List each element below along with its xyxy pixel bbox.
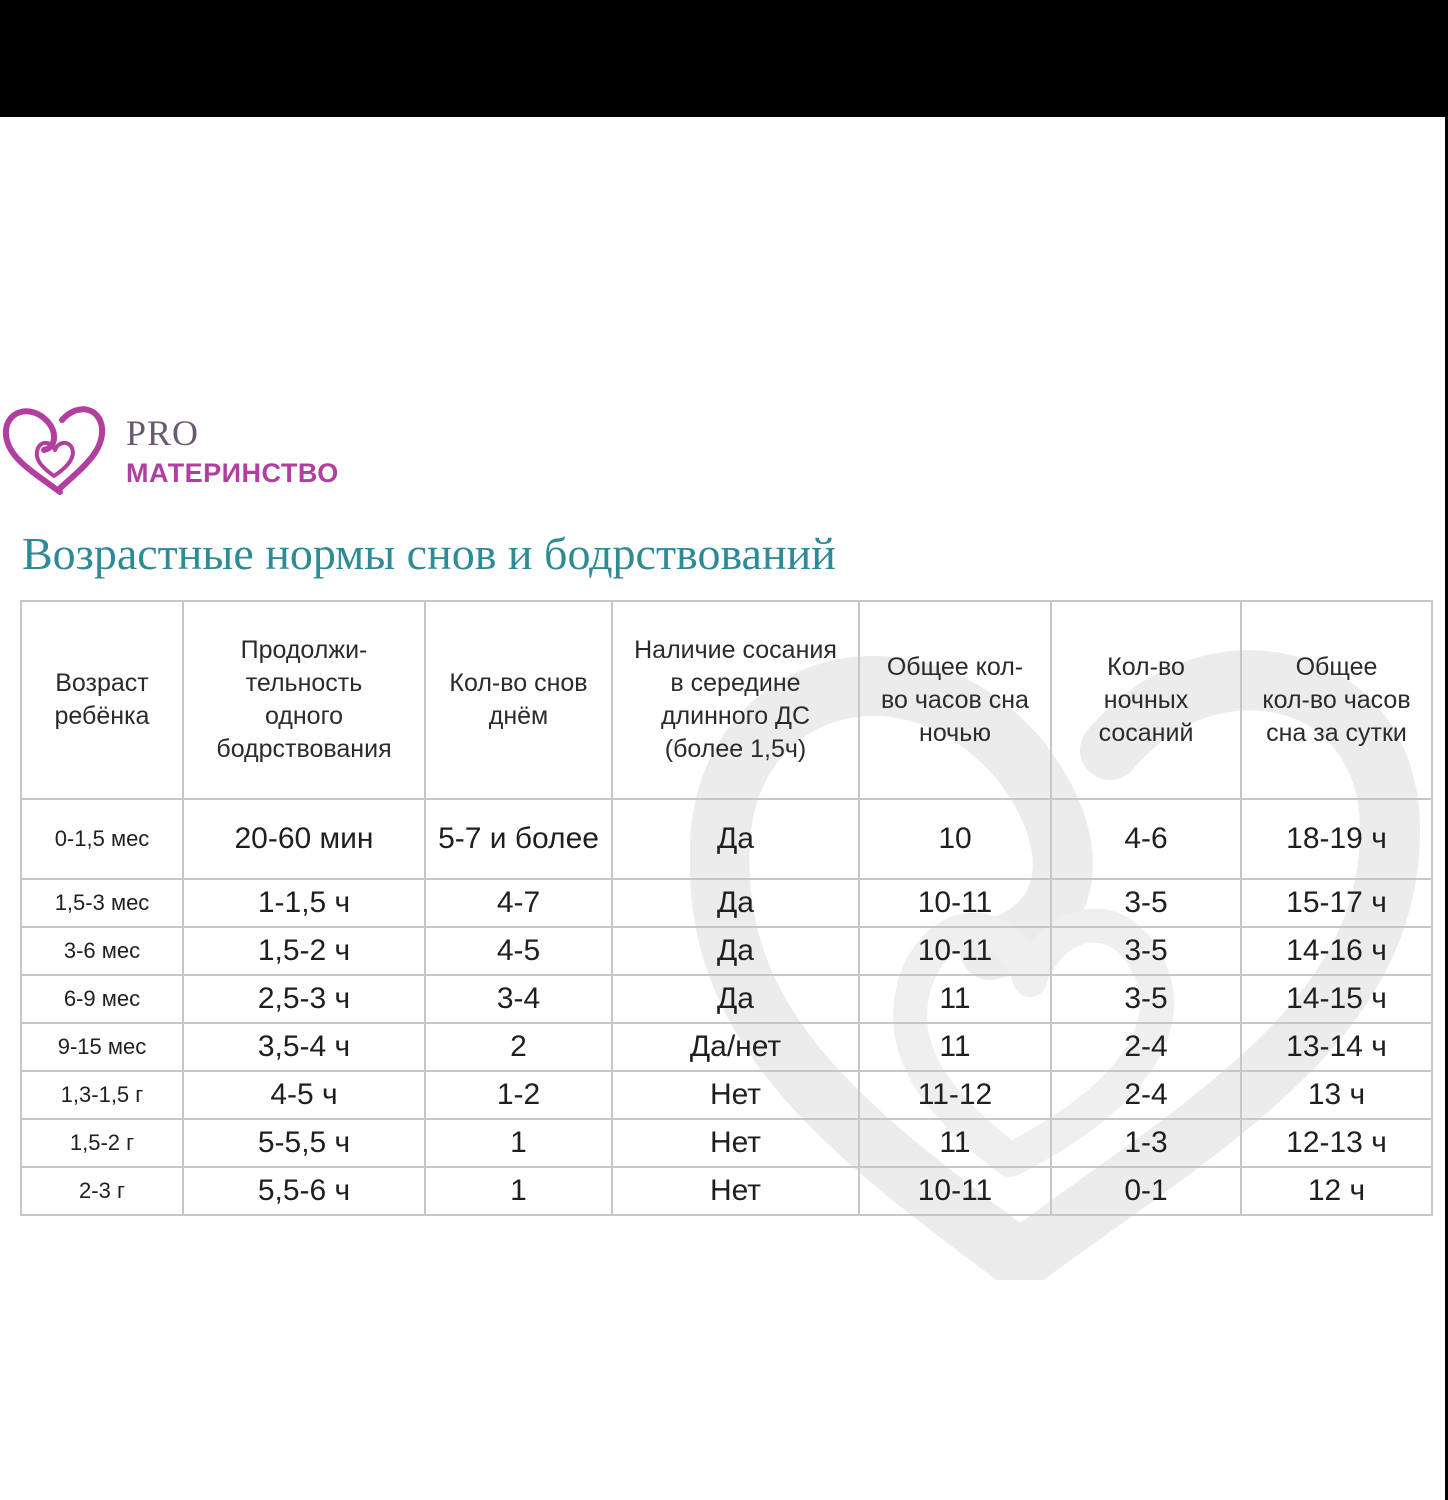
table-cell: 11: [859, 975, 1051, 1023]
table-cell: 0-1: [1051, 1167, 1241, 1215]
column-header-line: Общее кол-: [886, 652, 1024, 681]
page-title: Возрастные нормы снов и бодрствований: [22, 528, 836, 579]
column-header-line: длинного ДС: [660, 702, 811, 730]
table-cell: Нет: [612, 1071, 859, 1119]
column-header-line: сна за сутки: [1266, 718, 1407, 747]
table-cell: 4-5: [425, 927, 612, 975]
column-header-line: Продолжи-: [240, 636, 368, 664]
age-cell: 1,3-1,5 г: [21, 1071, 183, 1119]
column-header-line: во часов сна: [881, 685, 1029, 714]
table-cell: 1-2: [425, 1071, 612, 1119]
heart-logo-icon: [0, 400, 110, 496]
table-cell: Да: [612, 879, 859, 927]
table-cell: 11-12: [859, 1071, 1051, 1119]
table-cell: 4-7: [425, 879, 612, 927]
table-cell: 13-14 ч: [1241, 1023, 1432, 1071]
table-cell: 11: [859, 1119, 1051, 1167]
table-row: [21, 1023, 1432, 1071]
column-header-line: сосаний: [1098, 718, 1194, 747]
column-header-line: Кол-во снов: [449, 669, 588, 697]
table-cell: 3-5: [1051, 879, 1241, 927]
column-header-line: Кол-во: [1107, 652, 1185, 681]
brand-logo: [0, 398, 400, 498]
column-header: [425, 601, 612, 799]
column-header-line: Возраст: [55, 669, 149, 697]
table-cell: Нет: [612, 1119, 859, 1167]
table-cell: 1-1,5 ч: [183, 879, 425, 927]
table-cell: 11: [859, 1023, 1051, 1071]
table-row: [21, 879, 1432, 927]
top-black-bar: [0, 0, 1448, 117]
column-header: [1051, 601, 1241, 799]
table-cell: 2-4: [1051, 1071, 1241, 1119]
table-cell: 3-5: [1051, 927, 1241, 975]
brand-pro: PRO: [126, 413, 200, 453]
column-header-line: Наличие сосания: [634, 636, 837, 664]
column-header: [859, 601, 1051, 799]
table-row: [21, 1119, 1432, 1167]
column-header-line: одного: [264, 702, 344, 730]
table-cell: Да: [612, 799, 859, 879]
age-cell: 2-3 г: [21, 1167, 183, 1215]
brand-name: МАТЕРИНСТВО: [126, 458, 339, 488]
table-cell: 12 ч: [1241, 1167, 1432, 1215]
column-header: [1241, 601, 1432, 799]
table-cell: 10: [859, 799, 1051, 879]
column-header-line: в середине: [670, 669, 801, 697]
table-cell: 15-17 ч: [1241, 879, 1432, 927]
table-cell: 2,5-3 ч: [183, 975, 425, 1023]
table-cell: 1: [425, 1167, 612, 1215]
age-cell: 1,5-2 г: [21, 1119, 183, 1167]
table-cell: 5-5,5 ч: [183, 1119, 425, 1167]
table-header-row: [21, 601, 1432, 799]
age-cell: 9-15 мес: [21, 1023, 183, 1071]
table-cell: 10-11: [859, 1167, 1051, 1215]
column-header: [21, 601, 183, 799]
table-cell: 14-16 ч: [1241, 927, 1432, 975]
table-row: [21, 1167, 1432, 1215]
column-header: [183, 601, 425, 799]
table-cell: 10-11: [859, 927, 1051, 975]
table-body: [21, 799, 1432, 1215]
sleep-norms-table: [20, 600, 1433, 1216]
table-cell: 12-13 ч: [1241, 1119, 1432, 1167]
column-header-line: ребёнка: [54, 702, 150, 730]
table-cell: 5,5-6 ч: [183, 1167, 425, 1215]
table-cell: 10-11: [859, 879, 1051, 927]
age-cell: 6-9 мес: [21, 975, 183, 1023]
table-row: [21, 927, 1432, 975]
table-cell: 4-5 ч: [183, 1071, 425, 1119]
column-header-line: тельность: [245, 669, 363, 697]
table-cell: Да/нет: [612, 1023, 859, 1071]
table-row: [21, 799, 1432, 879]
table-row: [21, 975, 1432, 1023]
table-cell: Да: [612, 927, 859, 975]
table-cell: Да: [612, 975, 859, 1023]
age-cell: 3-6 мес: [21, 927, 183, 975]
column-header-line: кол-во часов: [1262, 685, 1411, 714]
table-cell: 3-5: [1051, 975, 1241, 1023]
column-header-line: днём: [488, 702, 549, 730]
table-cell: 4-6: [1051, 799, 1241, 879]
table-cell: 20-60 мин: [183, 799, 425, 879]
table-cell: 1: [425, 1119, 612, 1167]
table-cell: 2-4: [1051, 1023, 1241, 1071]
table-cell: 1,5-2 ч: [183, 927, 425, 975]
table-cell: 18-19 ч: [1241, 799, 1432, 879]
table-cell: 3,5-4 ч: [183, 1023, 425, 1071]
table-cell: 14-15 ч: [1241, 975, 1432, 1023]
column-header-line: Общее: [1295, 652, 1378, 681]
age-cell: 1,5-3 мес: [21, 879, 183, 927]
column-header: [612, 601, 859, 799]
table-cell: 2: [425, 1023, 612, 1071]
column-header-line: бодрствования: [216, 735, 392, 763]
column-header-line: ночных: [1103, 685, 1189, 714]
age-cell: 0-1,5 мес: [21, 799, 183, 879]
column-header-line: (более 1,5ч): [664, 735, 807, 763]
table-cell: 1-3: [1051, 1119, 1241, 1167]
column-header-line: ночью: [919, 718, 991, 747]
table-row: [21, 1071, 1432, 1119]
table-cell: 5-7 и более: [425, 799, 612, 879]
table-cell: 3-4: [425, 975, 612, 1023]
table-cell: Нет: [612, 1167, 859, 1215]
table-cell: 13 ч: [1241, 1071, 1432, 1119]
